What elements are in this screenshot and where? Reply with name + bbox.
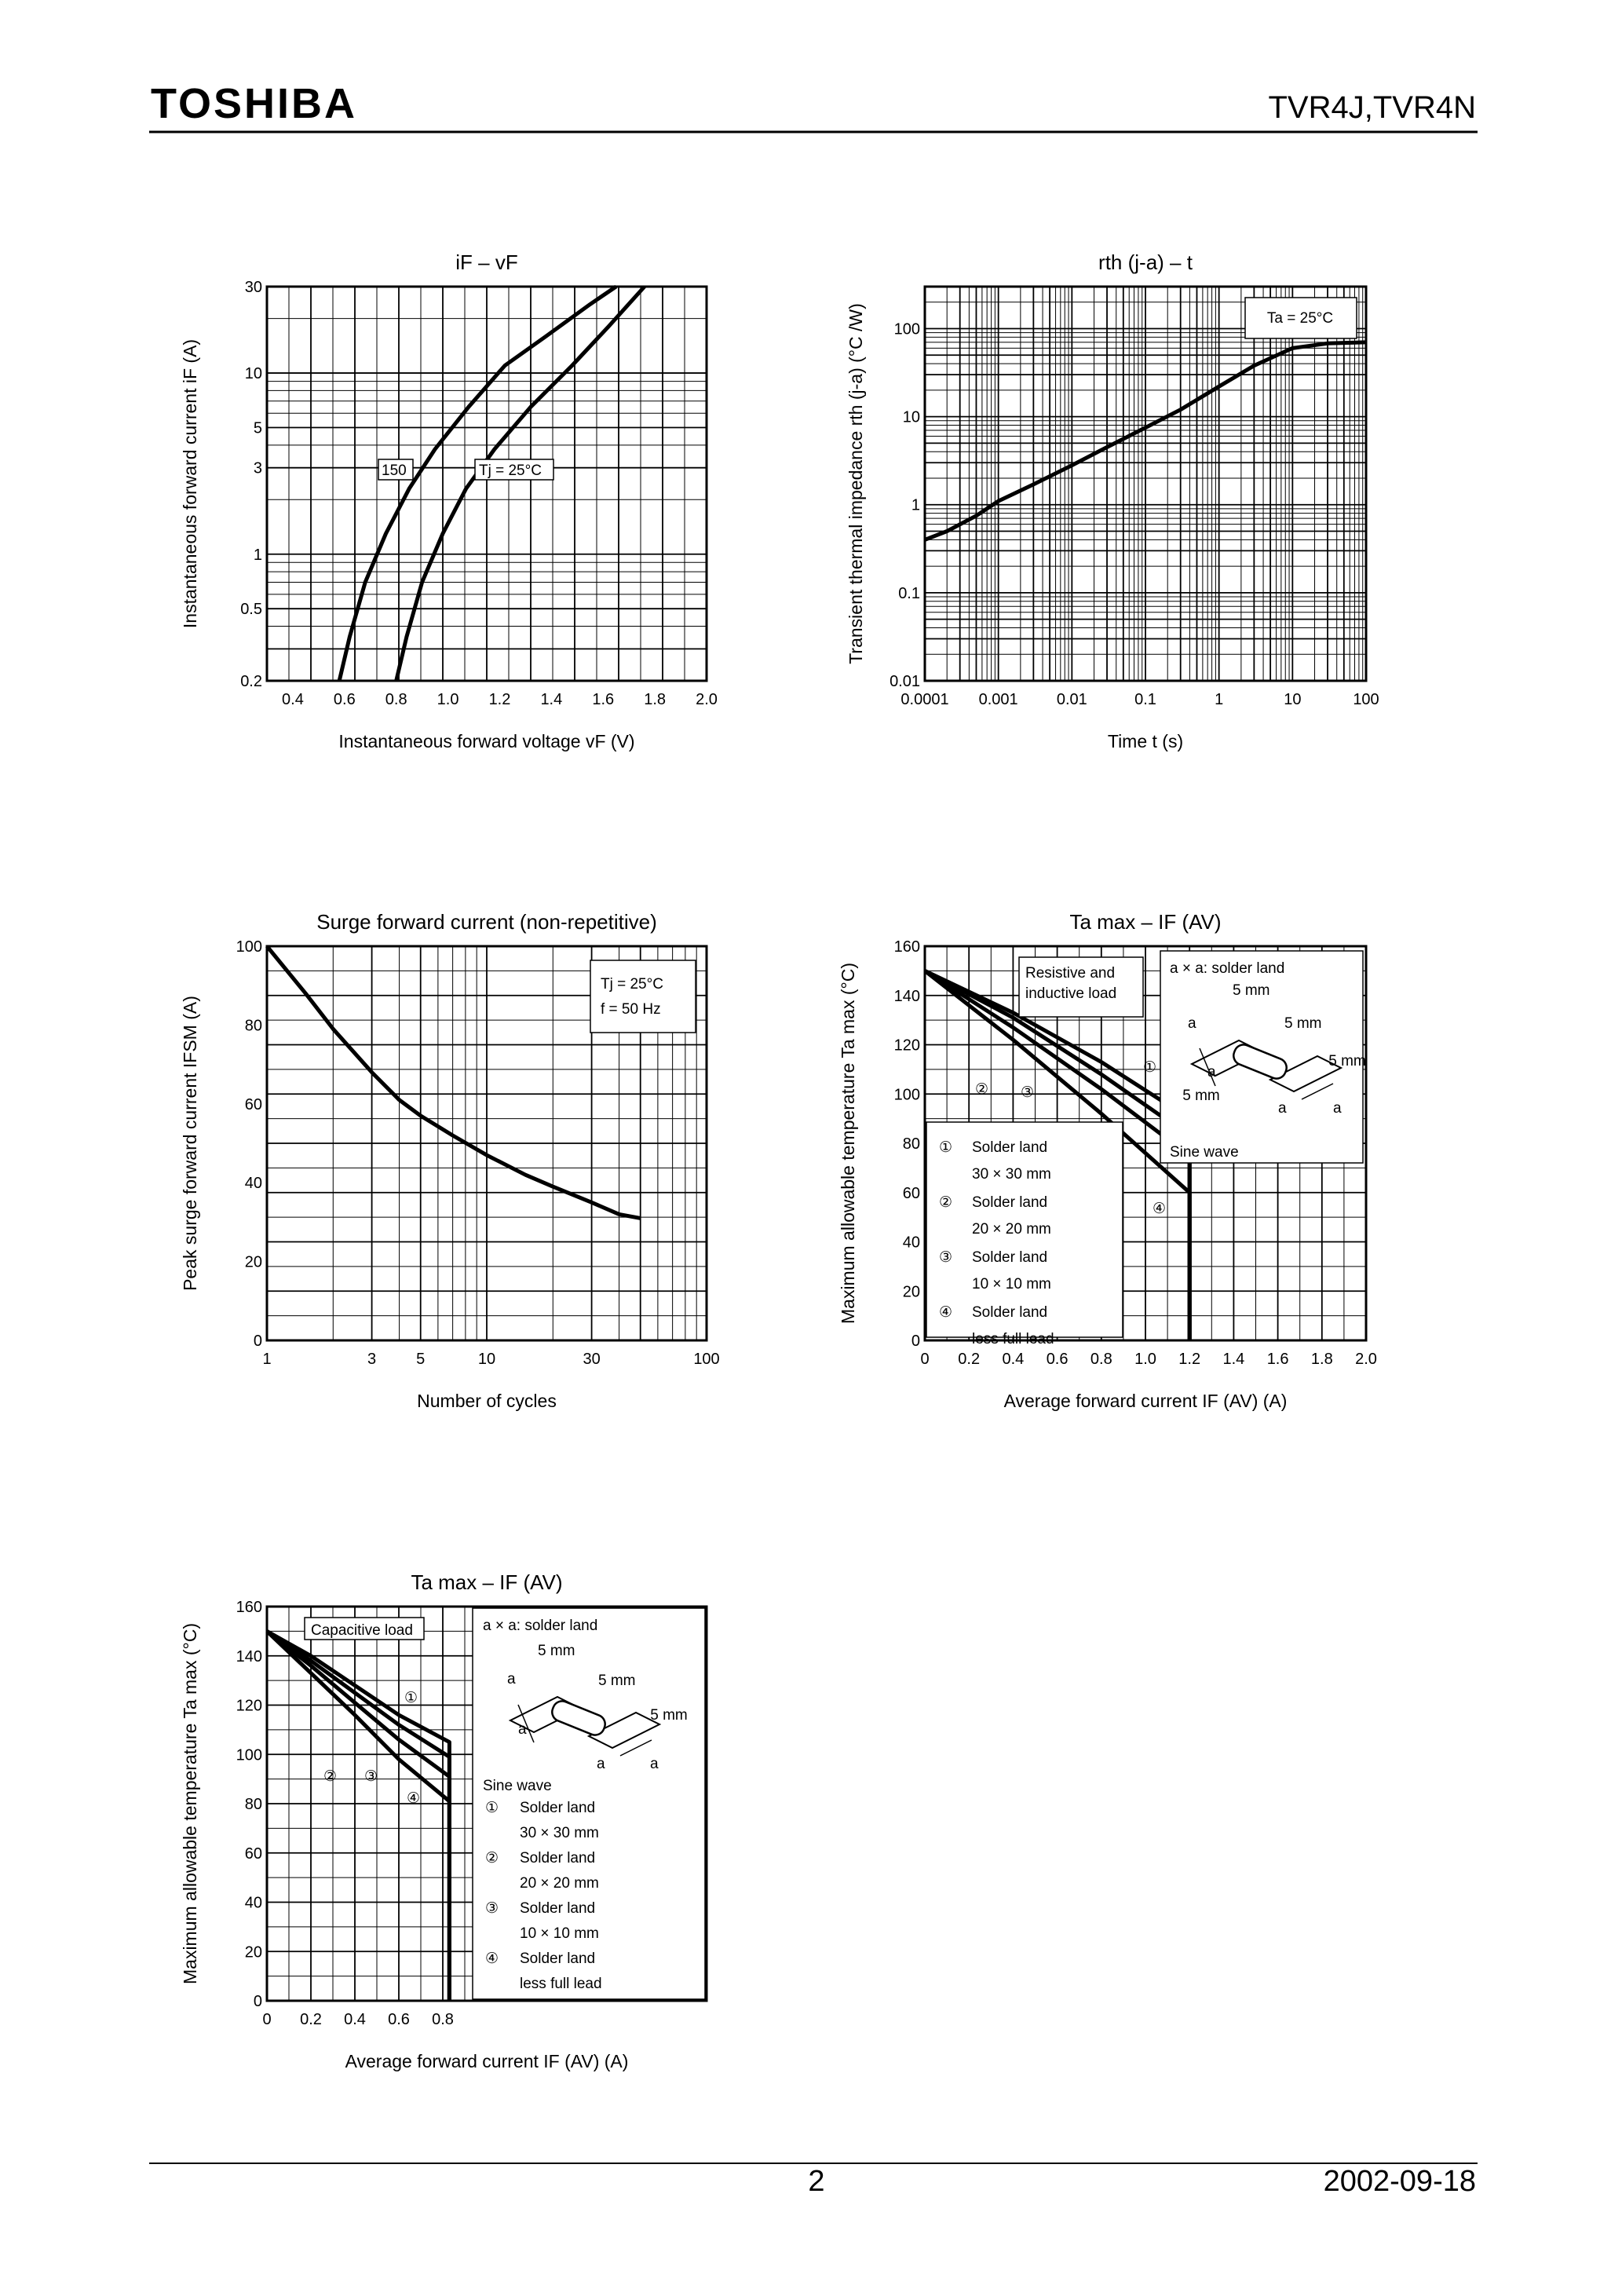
- y-tick-label: 80: [902, 1135, 920, 1153]
- y-tick-label: 160: [236, 1599, 262, 1616]
- dim-a: a: [1207, 1064, 1216, 1080]
- x-tick-label: 1: [1215, 691, 1224, 708]
- dim-a: a: [507, 1671, 516, 1687]
- x-tick-label: 0: [262, 2011, 272, 2028]
- y-tick-label: 1: [253, 546, 262, 564]
- x-tick-label: 0.6: [388, 2011, 410, 2028]
- curve-mark-3: ③: [1021, 1084, 1035, 1101]
- legend-mark: ④: [485, 1951, 499, 1967]
- y-tick-label: 120: [236, 1697, 262, 1715]
- y-tick-label: 40: [902, 1234, 920, 1252]
- y-tick-label: 0.2: [240, 673, 262, 690]
- dim-a: a: [1188, 1015, 1196, 1032]
- x-axis-label: Instantaneous forward voltage vF (V): [338, 731, 635, 751]
- chart-title: rth (j-a) – t: [1098, 250, 1193, 274]
- chart-title: iF – vF: [455, 250, 518, 274]
- x-tick-label: 1: [262, 1351, 272, 1368]
- x-axis-label: Average forward current IF (AV) (A): [345, 2051, 629, 2071]
- y-tick-label: 0.5: [240, 601, 262, 619]
- y-tick-label: 40: [244, 1175, 262, 1193]
- legend-text: Solder land: [972, 1194, 1048, 1211]
- y-tick-label: 10: [902, 408, 920, 426]
- x-tick-label: 1.2: [488, 691, 511, 708]
- chart-surge-current: [180, 910, 720, 1411]
- legend-mark: ④: [939, 1304, 953, 1321]
- x-tick-label: 0.01: [1056, 691, 1087, 708]
- legend-text: Solder land: [972, 1304, 1048, 1321]
- legend-text: Solder land: [520, 1800, 596, 1816]
- legend-text: 30 × 30 mm: [972, 1166, 1051, 1183]
- y-tick-label: 40: [244, 1894, 262, 1912]
- dim-5mm: 5 mm: [1284, 1015, 1322, 1032]
- x-tick-label: 0.4: [282, 691, 304, 708]
- page-number: 2: [808, 2165, 825, 2198]
- legend-text: 10 × 10 mm: [520, 1925, 599, 1942]
- x-tick-label: 0.8: [432, 2011, 454, 2028]
- dim-a: a: [650, 1756, 659, 1772]
- x-tick-label: 10: [1284, 691, 1302, 708]
- curve-mark-2: ②: [323, 1768, 338, 1785]
- chart-tamax-resistive: [838, 910, 1377, 1411]
- curve-mark-4: ④: [1153, 1201, 1167, 1217]
- sketch-title: a × a: solder land: [483, 1618, 598, 1634]
- x-tick-label: 3: [367, 1351, 377, 1368]
- x-tick-label: 0.8: [1090, 1351, 1112, 1368]
- y-tick-label: 1: [911, 496, 920, 514]
- y-tick-label: 60: [244, 1844, 262, 1863]
- x-axis-label: Average forward current IF (AV) (A): [1003, 1391, 1288, 1411]
- chart-rth-t: [846, 250, 1379, 751]
- legend-text: 10 × 10 mm: [972, 1276, 1051, 1292]
- y-tick-label: 0: [911, 1333, 920, 1350]
- x-tick-label: 10: [477, 1351, 496, 1368]
- y-tick-label: 20: [902, 1283, 920, 1301]
- x-tick-label: 2.0: [1355, 1351, 1377, 1368]
- y-tick-label: 140: [893, 987, 920, 1005]
- x-tick-label: 0.0001: [901, 691, 949, 708]
- curve-mark-4: ④: [407, 1790, 421, 1807]
- y-tick-label: 160: [893, 938, 920, 956]
- x-tick-label: 0.001: [978, 691, 1018, 708]
- x-tick-label: 1.4: [540, 691, 563, 708]
- x-tick-label: 30: [583, 1351, 601, 1368]
- curve-mark-1: ①: [1143, 1059, 1157, 1076]
- y-axis-label: Instantaneous forward current iF (A): [180, 338, 200, 629]
- y-tick-label: 120: [893, 1036, 920, 1055]
- legend-mark: ③: [485, 1900, 499, 1917]
- y-tick-label: 3: [253, 459, 262, 477]
- x-tick-label: 1.6: [1266, 1351, 1289, 1368]
- x-axis-label: Time t (s): [1107, 731, 1184, 751]
- legend-mark: ②: [939, 1194, 953, 1211]
- y-tick-label: 80: [244, 1796, 262, 1813]
- load-label: inductive load: [1025, 985, 1117, 1002]
- x-tick-label: 1.6: [592, 691, 615, 708]
- legend-text: 20 × 20 mm: [972, 1221, 1051, 1238]
- y-tick-label: 5: [253, 419, 262, 437]
- x-tick-label: 100: [693, 1351, 720, 1368]
- x-tick-label: 1.4: [1222, 1351, 1245, 1368]
- y-tick-label: 60: [902, 1184, 920, 1202]
- dim-a: a: [597, 1756, 605, 1772]
- x-tick-label: 1.0: [437, 691, 459, 708]
- x-axis-label: Number of cycles: [417, 1391, 557, 1411]
- dim-5mm: 5 mm: [1233, 982, 1270, 999]
- y-tick-label: 0: [253, 1993, 262, 2010]
- x-tick-label: 0.4: [1002, 1351, 1025, 1368]
- dim-a: a: [518, 1721, 527, 1738]
- y-tick-label: 0: [253, 1333, 262, 1350]
- curve-mark-2: ②: [975, 1081, 989, 1098]
- sine-wave-label: Sine wave: [483, 1778, 552, 1794]
- x-tick-label: 1.2: [1178, 1351, 1201, 1368]
- x-tick-label: 0.6: [333, 691, 356, 708]
- brand-logo: TOSHIBA: [151, 80, 358, 127]
- legend-text: Solder land: [972, 1249, 1048, 1266]
- y-axis-label: Peak surge forward current IFSM (A): [180, 996, 200, 1291]
- y-tick-label: 0.01: [890, 673, 920, 690]
- x-tick-label: 0.4: [344, 2011, 366, 2028]
- y-axis-label: Maximum allowable temperature Ta max (°C): [180, 1623, 200, 1984]
- dim-5mm: 5 mm: [650, 1707, 688, 1724]
- series-line-1: [267, 1631, 449, 2001]
- x-tick-label: 0.6: [1046, 1351, 1069, 1368]
- y-tick-label: 140: [236, 1647, 262, 1665]
- dim-5mm: 5 mm: [538, 1643, 575, 1659]
- legend-text: less full lead: [520, 1976, 602, 1992]
- sine-wave-label: Sine wave: [1170, 1144, 1239, 1161]
- curve-label-tj: Tj = 25°C: [479, 462, 542, 479]
- condition-tj: Tj = 25°C: [601, 976, 663, 993]
- load-label: Capacitive load: [311, 1622, 413, 1639]
- curve-mark-3: ③: [364, 1768, 378, 1785]
- y-tick-label: 0.1: [898, 584, 920, 602]
- plot-grid: [267, 287, 707, 681]
- y-tick-label: 20: [244, 1943, 262, 1961]
- x-tick-label: 0.2: [300, 2011, 322, 2028]
- chart-title: Ta max – IF (AV): [1069, 910, 1222, 934]
- y-axis-label: Transient thermal impedance rth (j-a) (°C /W): [846, 303, 866, 664]
- legend-mark: ③: [939, 1249, 953, 1266]
- x-tick-label: 1.8: [1310, 1351, 1333, 1368]
- dim-a: a: [1333, 1100, 1342, 1117]
- series-line-2: [396, 287, 645, 681]
- y-tick-label: 80: [244, 1017, 262, 1035]
- condition-freq: f = 50 Hz: [601, 1001, 661, 1018]
- legend-mark: ②: [485, 1850, 499, 1866]
- x-tick-label: 0.8: [385, 691, 407, 708]
- y-tick-label: 100: [893, 320, 920, 338]
- legend-text: 20 × 20 mm: [520, 1875, 599, 1892]
- x-tick-label: 0: [920, 1351, 930, 1368]
- legend-text: Solder land: [520, 1850, 596, 1866]
- legend-text: Solder land: [520, 1951, 596, 1967]
- part-number: TVR4J,TVR4N: [1268, 90, 1476, 125]
- dim-a: a: [1278, 1100, 1287, 1117]
- condition-box: [590, 960, 696, 1033]
- condition-ta: Ta = 25°C: [1266, 310, 1334, 327]
- y-tick-label: 30: [244, 279, 262, 296]
- x-tick-label: 100: [1353, 691, 1379, 708]
- dim-5mm: 5 mm: [598, 1673, 636, 1689]
- x-tick-label: 5: [416, 1351, 426, 1368]
- dim-5mm: 5 mm: [1328, 1053, 1366, 1069]
- legend-text: 30 × 30 mm: [520, 1825, 599, 1841]
- y-tick-label: 100: [893, 1086, 920, 1104]
- chart-title: Ta max – IF (AV): [411, 1570, 563, 1594]
- load-label: Resistive and: [1025, 965, 1116, 982]
- y-axis-label: Maximum allowable temperature Ta max (°C): [838, 963, 858, 1324]
- x-tick-label: 0.2: [958, 1351, 981, 1368]
- y-tick-label: 20: [244, 1253, 262, 1271]
- x-tick-label: 2.0: [696, 691, 718, 708]
- legend-text: less full lead: [972, 1331, 1054, 1347]
- legend-mark: ①: [939, 1139, 953, 1156]
- legend-mark: ①: [485, 1800, 499, 1816]
- x-tick-label: 0.1: [1134, 691, 1156, 708]
- series-line-1: [267, 946, 641, 1218]
- curve-label-150: 150: [382, 462, 407, 479]
- x-tick-label: 1.0: [1134, 1351, 1156, 1368]
- chart-tamax-capacitive: [180, 1570, 707, 2071]
- legend-text: Solder land: [972, 1139, 1048, 1156]
- legend-text: Solder land: [520, 1900, 596, 1917]
- y-tick-label: 100: [236, 1746, 262, 1764]
- y-tick-label: 10: [244, 365, 262, 383]
- sketch-title: a × a: solder land: [1170, 960, 1285, 977]
- x-tick-label: 1.8: [644, 691, 667, 708]
- chart-if-vf: [180, 250, 718, 751]
- y-tick-label: 60: [244, 1095, 262, 1113]
- dim-5mm: 5 mm: [1182, 1088, 1220, 1104]
- y-tick-label: 100: [236, 938, 262, 956]
- footer-date: 2002-09-18: [1323, 2165, 1476, 2198]
- curve-mark-1: ①: [404, 1690, 418, 1706]
- chart-title: Surge forward current (non-repetitive): [316, 910, 657, 934]
